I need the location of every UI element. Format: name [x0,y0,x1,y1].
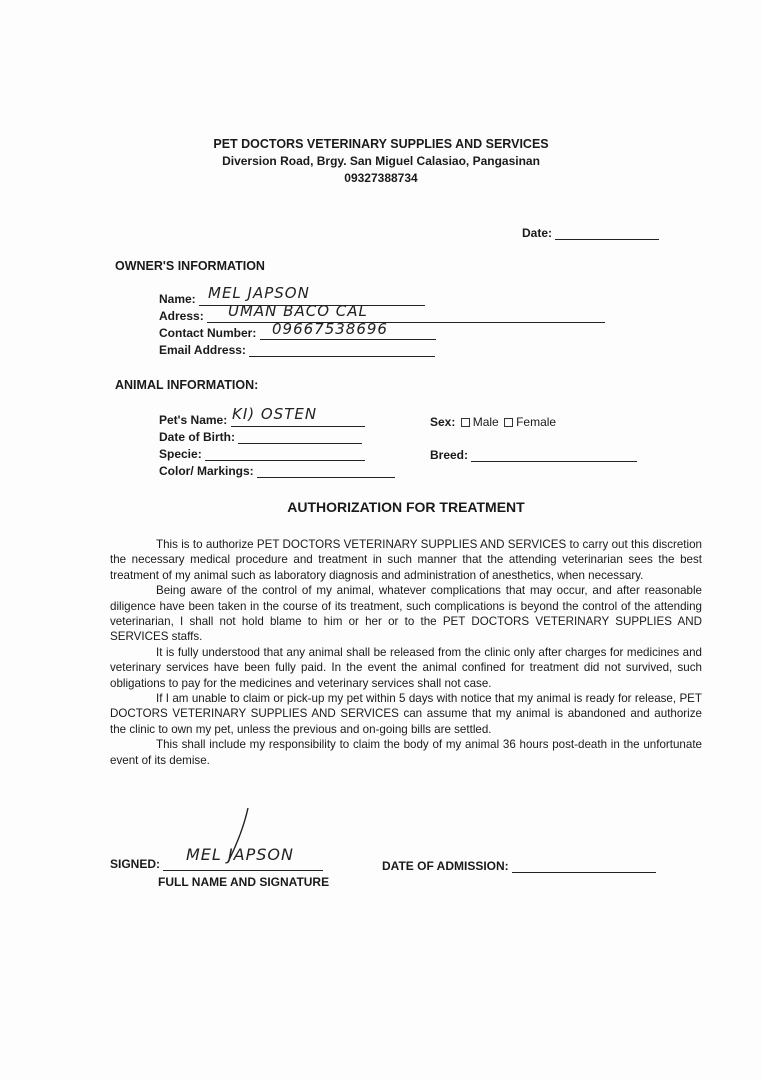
authorization-paragraph-2: Being aware of the control of my animal, whatever complications that may occur, and after reasonable diligence have been taken in the course of its treatment, such complications is beyond the control of the attending veterinarian, I shall not hold blame to him or her or to the PET DOCTORS VETERINARY SUPPLIES AND SERVICES staffs. [110,584,702,644]
owner-name-label: Name: [159,292,196,306]
pet-breed-label: Breed: [430,448,469,462]
owner-email-field[interactable] [159,343,435,357]
authorization-paragraph-1: This is to authorize PET DOCTORS VETERINARY SUPPLIES AND SERVICES to carry out this discretion the necessary medical procedure and treatment in such manner that the attending veterinarian sees the best treatment of my animal such as laboratory diagnosis and administration of anesthetics, when necessary. [110,538,702,582]
sex-female-checkbox[interactable] [504,418,513,427]
pet-specie-line [205,448,365,461]
pet-dob-line [238,431,362,444]
signature-sub-label: FULL NAME AND SIGNATURE [158,875,330,889]
authorization-paragraph-4: If I am unable to claim or pick-up my pet within 5 days with notice that my animal is ready for release, PET DOCTORS VETERINARY SUPPLIES AND SERVICES can assume that my animal is abandoned and authorize the clinic to own my pet, unless the previous and on-going bills are settled. [110,692,702,736]
pet-breed-line [471,449,637,462]
owner-section-title: OWNER'S INFORMATION [115,259,265,273]
signature-value: MEL JAPSON [186,845,294,864]
date-field[interactable] [522,226,659,240]
animal-section-title: ANIMAL INFORMATION: [115,378,259,392]
pet-breed-field[interactable] [430,448,637,462]
clinic-header [0,136,762,187]
owner-email-line [249,344,435,357]
admission-date-label: DATE OF ADMISSION: [382,859,509,873]
clinic-name: PET DOCTORS VETERINARY SUPPLIES AND SERVICES [213,137,549,151]
owner-name-value: MEL JAPSON [208,284,310,302]
sex-female-label: Female [516,415,557,429]
date-line [555,227,659,240]
owner-contact-label: Contact Number: [159,326,257,340]
pet-color-field[interactable] [159,464,395,478]
owner-contact-value: 09667538696 [272,320,388,338]
clinic-phone: 09327388734 [344,171,418,185]
authorization-paragraph-5: This shall include my responsibility to claim the body of my animal 36 hours post-death in the unfortunate event of its demise. [110,738,702,767]
clinic-address: Diversion Road, Brgy. San Miguel Calasiao, Pangasinan [222,154,540,168]
pet-color-label: Color/ Markings: [159,464,254,478]
pet-specie-label: Specie: [159,447,202,461]
pet-dob-field[interactable] [159,430,362,444]
sex-male-checkbox[interactable] [461,418,470,427]
signed-label: SIGNED: [110,857,161,871]
pet-name-label: Pet's Name: [159,413,228,427]
authorization-title: AUTHORIZATION FOR TREATMENT [287,499,525,515]
owner-address-label: Adress: [159,309,204,323]
authorization-paragraph-3: It is fully understood that any animal shall be released from the clinic only after charges for medicines and veterinary services have been fully paid. In the event the animal confined for treatment did not survived, such obligations to pay for the medicines and veterinary services shall not case. [110,645,702,690]
admission-date-field[interactable] [382,859,656,873]
pet-dob-label: Date of Birth: [159,430,235,444]
owner-email-label: Email Address: [159,343,246,357]
pet-sex-field [430,415,556,429]
sex-male-label: Male [472,415,499,429]
authorization-body [110,537,702,768]
pet-sex-label: Sex: [430,415,456,429]
date-label: Date: [522,226,553,240]
pet-name-value: KI) OSTEN [232,405,318,423]
owner-address-value: UMAN BACO CAL [228,302,368,320]
pet-specie-field[interactable] [159,447,365,461]
signature-stroke-icon [220,806,260,866]
admission-date-line [512,860,656,873]
pet-color-line [257,465,395,478]
